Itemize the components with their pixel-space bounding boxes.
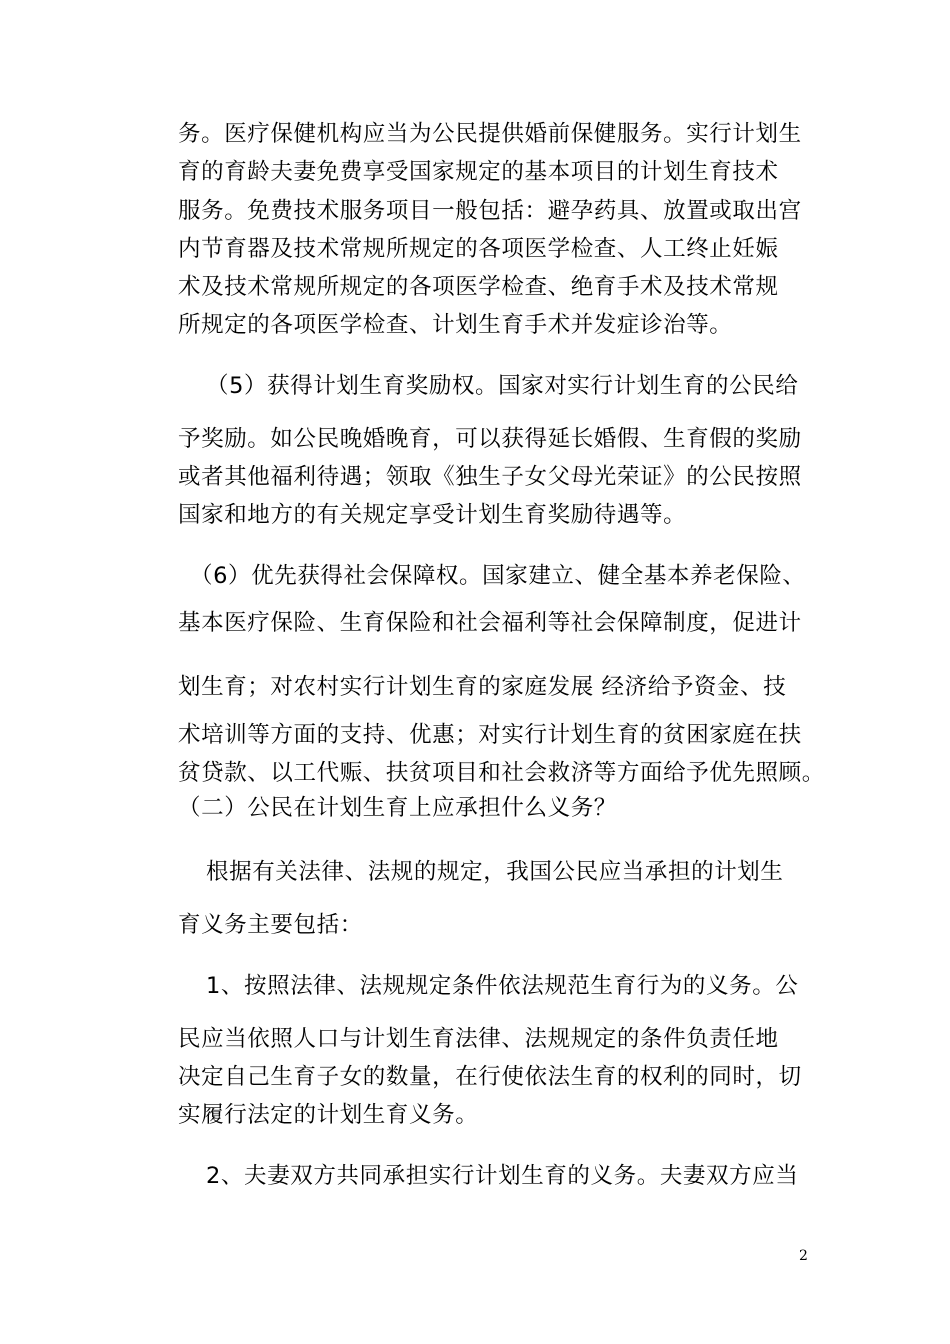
page-number: 2	[799, 1248, 808, 1264]
text-line-1: 务。医疗保健机构应当为公民提供婚前保健服务。实行计划生	[178, 121, 802, 147]
text-line-5: 术及技术常规所规定的各项医学检查、绝育手术及技术常规	[178, 274, 779, 300]
text-line-10: 国家和地方的有关规定享受计划生育奖励待遇等。	[178, 502, 687, 528]
text-line-11: （6）优先获得社会保障权。国家建立、健全基本养老保险、	[190, 563, 806, 589]
text-line-4: 内节育器及技术常规所规定的各项医学检查、人工终止妊娠	[178, 236, 779, 262]
text-line-22: 实履行法定的计划生育义务。	[178, 1102, 479, 1128]
text-line-12: 基本医疗保险、生育保险和社会福利等社会保障制度，促进计	[178, 610, 802, 636]
text-line-23: 2、夫妻双方共同承担实行计划生育的义务。夫妻双方应当	[206, 1163, 799, 1189]
text-line-2: 育的育龄夫妻免费享受国家规定的基本项目的计划生育技术	[178, 159, 779, 185]
text-line-19: 1、按照法律、法规规定条件依法规范生育行为的义务。公	[206, 973, 799, 999]
text-line-18: 育义务主要包括：	[178, 912, 363, 938]
text-line-14: 术培训等方面的支持、优惠；对实行计划生育的贫困家庭在扶	[178, 722, 802, 748]
text-line-17: 根据有关法律、法规的规定，我国公民应当承担的计划生	[206, 859, 784, 885]
text-line-8: 予奖励。如公民晚婚晚育，可以获得延长婚假、生育假的奖励	[178, 426, 802, 452]
text-line-9: 或者其他福利待遇；领取《独生子女父母光荣证》的公民按照	[178, 464, 802, 490]
text-line-3: 服务。免费技术服务项目一般包括：避孕药具、放置或取出宫	[178, 198, 802, 224]
text-line-20: 民应当依照人口与计划生育法律、法规规定的条件负责任地	[178, 1026, 779, 1052]
text-line-13: 划生育；对农村实行计划生育的家庭发展 经济给予资金、技	[178, 674, 787, 700]
text-line-15: 贫贷款、以工代赈、扶贫项目和社会救济等方面给予优先照顾。	[178, 760, 825, 786]
text-line-6: 所规定的各项医学检查、计划生育手术并发症诊治等。	[178, 312, 733, 338]
text-line-7: （5）获得计划生育奖励权。国家对实行计划生育的公民给	[206, 373, 799, 399]
text-line-21: 决定自己生育子女的数量，在行使依法生育的权利的同时，切	[178, 1064, 802, 1090]
text-line-16: （二）公民在计划生育上应承担什么义务？	[178, 795, 617, 821]
